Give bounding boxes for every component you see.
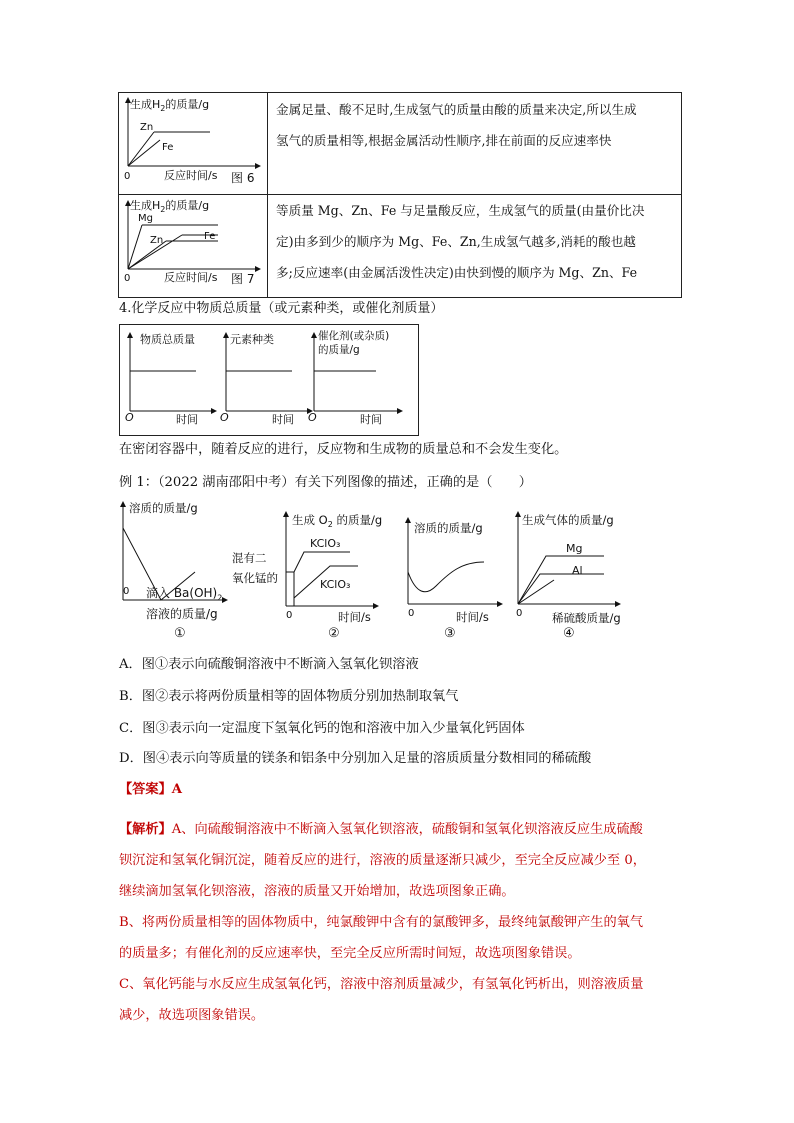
row2-description bbox=[276, 195, 645, 288]
svg-text:0: 0 bbox=[516, 608, 523, 619]
row1-line: 金属足量、酸不足时,生成氢气的质量由酸的质量来决定,所以生成 bbox=[276, 102, 637, 117]
answer-label: 【答案】 bbox=[119, 782, 172, 797]
svg-text:KClO₃: KClO₃ bbox=[310, 537, 341, 550]
chart3-number: ③ bbox=[444, 626, 456, 641]
section4-note: 在密闭容器中，随着反应的进行，反应物和生成物的质量总和不会发生变化。 bbox=[119, 442, 568, 457]
option-c: C．图③表示向一定温度下氢氧化钙的饱和溶液中加入少量氧化钙固体 bbox=[119, 721, 525, 736]
svg-text:溶质的质量/g: 溶质的质量/g bbox=[414, 521, 483, 535]
svg-text:KClO₃: KClO₃ bbox=[320, 578, 351, 591]
h2-graph-fig6 bbox=[120, 94, 266, 192]
option-a: A．图①表示向硫酸铜溶液中不断滴入氢氧化钡溶液 bbox=[119, 657, 419, 672]
svg-text:稀硫酸质量/g: 稀硫酸质量/g bbox=[552, 611, 621, 625]
catalyst-mass-graph bbox=[308, 329, 402, 426]
mg-label: Mg bbox=[138, 213, 153, 224]
svg-text:Mg: Mg bbox=[566, 542, 583, 555]
answer bbox=[119, 781, 689, 798]
svg-text:的质量/g: 的质量/g bbox=[318, 344, 360, 356]
row2-line: 定)由多到少的顺序为 Mg、Fe、Zn,生成氢气越多,消耗的酸也越 bbox=[276, 234, 636, 249]
row2-line: 等质量 Mg、Zn、Fe 与足量酸反应，生成氢气的质量(由量价比决 bbox=[276, 203, 645, 218]
svg-text:混有二: 混有二 bbox=[232, 551, 267, 565]
chart-3 bbox=[398, 514, 508, 626]
chart-2 bbox=[228, 508, 388, 626]
svg-text:O: O bbox=[308, 411, 317, 424]
fe-label: Fe bbox=[204, 231, 216, 242]
fe-label: Fe bbox=[162, 142, 174, 153]
svg-text:生成H2的质量/g: 生成$H_2$的质量/g bbox=[130, 199, 210, 214]
x-axis-label: 反应时间/s bbox=[164, 169, 218, 182]
chart2-number: ② bbox=[328, 626, 340, 641]
svg-text:生成 O2 的质量/g: 生成 $O_2$ 的质量/g bbox=[292, 513, 383, 529]
section4-heading: 4.化学反应中物质总质量（或元素种类，或催化剂质量） bbox=[119, 301, 444, 316]
row1-description bbox=[276, 94, 637, 156]
svg-text:0: 0 bbox=[408, 608, 415, 619]
answer-value: A bbox=[171, 782, 182, 797]
mg-line bbox=[128, 225, 142, 269]
figure-caption: 图 6 bbox=[231, 171, 255, 185]
svg-text:Al: Al bbox=[572, 564, 583, 577]
svg-text:时间: 时间 bbox=[360, 413, 382, 426]
analysis-line: 减少，故选项图象错误。 bbox=[119, 1008, 265, 1023]
svg-text:元素种类: 元素种类 bbox=[230, 333, 274, 346]
analysis-line: 继续滴加氢氧化钡溶液，溶液的质量又开始增加，故选项图象正确。 bbox=[119, 884, 515, 899]
svg-text:O: O bbox=[125, 411, 134, 424]
svg-text:时间: 时间 bbox=[176, 413, 198, 426]
chart3-curve bbox=[408, 562, 484, 592]
analysis-line: B、将两份质量相等的固体物质中，纯氯酸钾中含有的氯酸钾多，最终纯氯酸钾产生的氧气 bbox=[119, 915, 643, 930]
svg-text:氧化锰的: 氧化锰的 bbox=[232, 571, 278, 585]
section4-graphs bbox=[120, 325, 416, 433]
figure-caption: 图 7 bbox=[231, 272, 255, 286]
chart4-line-b-rise bbox=[518, 580, 554, 604]
svg-text:0: 0 bbox=[123, 586, 130, 597]
analysis-line: 钡沉淀和氢氧化铜沉淀，随着反应的进行，溶液的质量逐渐只减少，至完全反应减少至 0， bbox=[119, 853, 646, 868]
zn-label: Zn bbox=[140, 122, 154, 133]
svg-text:时间: 时间 bbox=[272, 413, 294, 426]
analysis-line: C、氧化钙能与水反应生成氢氧化钙，溶液中溶剂质量减少，有氢氧化钙析出，则溶液质量 bbox=[119, 977, 644, 992]
svg-text:生成H2的质量/g: 生成$H_2$的质量/g bbox=[130, 98, 210, 113]
svg-text:催化剂(或杂质): 催化剂(或杂质) bbox=[318, 330, 390, 342]
svg-text:时间/s: 时间/s bbox=[456, 610, 489, 624]
svg-text:物质总质量: 物质总质量 bbox=[140, 333, 195, 346]
row1-line: 氢气的质量相等,根据金属活动性顺序,排在前面的反应速率快 bbox=[276, 133, 612, 148]
chart-4 bbox=[508, 508, 638, 626]
option-d: D．图④表示向等质量的镁条和铝条中分别加入足量的溶质质量分数相同的稀硫酸 bbox=[119, 751, 592, 766]
svg-text:时间/s: 时间/s bbox=[338, 610, 371, 624]
example-question: 例 1：（2022 湖南邵阳中考）有关下列图像的描述，正确的是（ ） bbox=[119, 475, 532, 490]
option-b: B．图②表示将两份质量相等的固体物质分别加热制取氧气 bbox=[119, 689, 459, 704]
row2-line: 多;反应速率(由金属活泼性决定)由快到慢的顺序为 Mg、Zn、Fe bbox=[276, 265, 638, 280]
chart4-line-b bbox=[518, 574, 604, 604]
total-mass-graph bbox=[125, 332, 216, 426]
fe-line bbox=[128, 140, 160, 166]
origin-label: 0 bbox=[124, 171, 131, 182]
zn-label: Zn bbox=[150, 235, 164, 246]
svg-text:0: 0 bbox=[286, 610, 293, 621]
analysis-line: 【解析】A、向硫酸铜溶液中不断滴入氢氧化钡溶液，硫酸铜和氢氧化钡溶液反应生成硫酸 bbox=[119, 822, 643, 837]
analysis-line: 的质量多；有催化剂的反应速率快，至完全反应所需时间短，故选项图象错误。 bbox=[119, 946, 581, 961]
x-axis-label: 反应时间/s bbox=[164, 271, 218, 284]
analysis bbox=[119, 814, 689, 1031]
svg-text:O: O bbox=[220, 411, 229, 424]
table-column-divider bbox=[267, 93, 268, 297]
chart4-number: ④ bbox=[563, 626, 575, 641]
svg-text:溶质的质量/g: 溶质的质量/g bbox=[129, 501, 198, 515]
chart4-line-a bbox=[518, 556, 604, 604]
svg-text:生成气体的质量/g: 生成气体的质量/g bbox=[522, 513, 614, 527]
chart1-number: ① bbox=[174, 626, 186, 641]
chart1-x-label: 滴入 $Ba(OH)_2$ 溶液的质量/g bbox=[146, 586, 223, 622]
zn-line bbox=[128, 132, 154, 166]
h2-graph-fig7 bbox=[120, 195, 266, 293]
origin-label: 0 bbox=[124, 273, 131, 284]
element-types-graph bbox=[220, 332, 312, 426]
